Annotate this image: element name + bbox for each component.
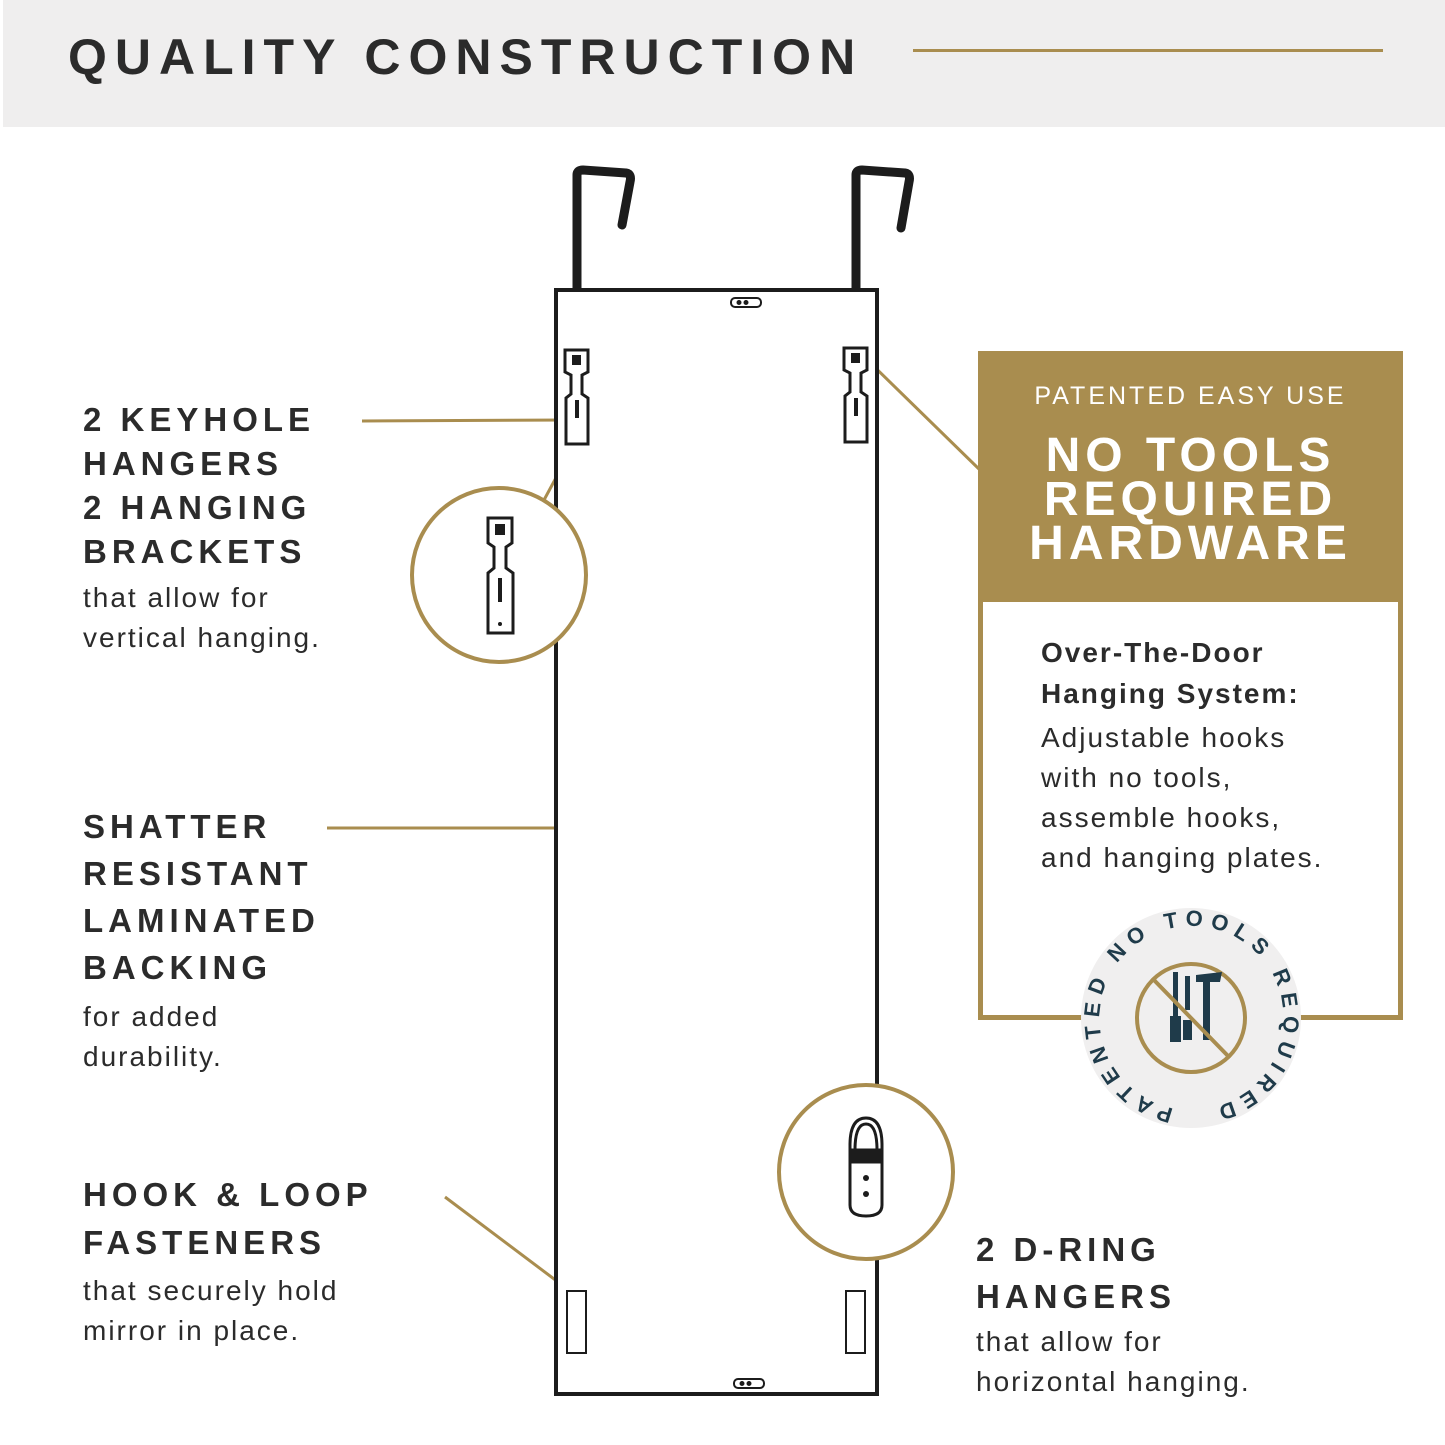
fasteners-heading-line-2: FASTENERS [83, 1224, 327, 1261]
hardware-description-line-1: Adjustable hooks [1041, 722, 1287, 753]
shatter-heading-line-3: LAMINATED [83, 902, 320, 939]
hardware-description-line-2: with no tools, [1041, 762, 1233, 793]
hardware-description-line-3: assemble hooks, [1041, 802, 1282, 833]
hardware-title-line-1: NO TOOLS [1045, 429, 1336, 482]
badge-ring-text: PATENTED NO TOOLS REQUIRED [1079, 905, 1305, 1128]
keyhole-body-line-2: vertical hanging. [83, 622, 321, 653]
fasteners-body-line-1: that securely hold [83, 1275, 339, 1306]
keyhole-heading-line-1: 2 KEYHOLE [83, 401, 316, 438]
shatter-heading-line-2: RESISTANT [83, 855, 313, 892]
fasteners-body-line-2: mirror in place. [83, 1315, 301, 1346]
shatter-body-line-1: for added [83, 1001, 220, 1032]
hardware-subheading-line-1: Over-The-Door [1041, 637, 1265, 668]
hardware-subheading-line-2: Hanging System: [1041, 678, 1300, 709]
shatter-body-line-2: durability. [83, 1041, 223, 1072]
d-ring-heading-line-2: HANGERS [976, 1278, 1177, 1315]
fasteners-heading-line-1: HOOK & LOOP [83, 1176, 373, 1213]
keyhole-heading-line-4: BRACKETS [83, 533, 307, 570]
d-ring-heading-line-1: 2 D-RING [976, 1231, 1161, 1268]
hardware-description-line-4: and hanging plates. [1041, 842, 1324, 873]
shatter-heading-line-4: BACKING [83, 949, 272, 986]
keyhole-body-line-1: that allow for [83, 582, 270, 613]
d-ring-body-line-1: that allow for [976, 1326, 1163, 1357]
shatter-heading-line-1: SHATTER [83, 808, 272, 845]
hardware-kicker: PATENTED EASY USE [1034, 382, 1347, 410]
d-ring-body-line-2: horizontal hanging. [976, 1366, 1251, 1397]
keyhole-heading-line-3: 2 HANGING [83, 489, 312, 526]
page-title: QUALITY CONSTRUCTION [68, 29, 864, 85]
hardware-title-line-3: HARDWARE [1029, 517, 1352, 570]
hardware-title-line-2: REQUIRED [1043, 473, 1338, 526]
keyhole-heading-line-2: HANGERS [83, 445, 284, 482]
